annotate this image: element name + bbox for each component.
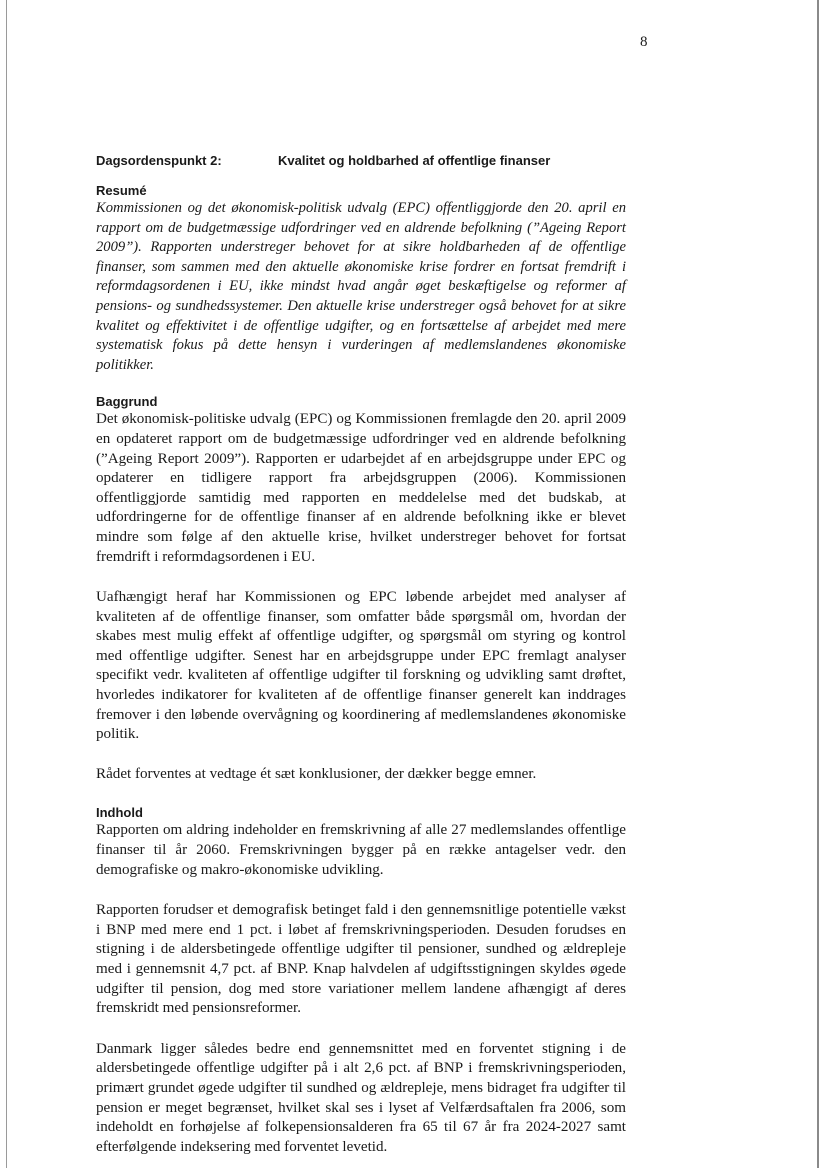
resume-heading: Resumé xyxy=(96,183,147,198)
agenda-label: Dagsordenspunkt 2: xyxy=(96,153,222,168)
baggrund-paragraph: Uafhængigt heraf har Kommissionen og EPC løbende arbejdet med analyser af kvaliteten af de offentlige finanser, som omfatter både spørgsmål om, hvordan der skabes mest mulig effekt af offentlige udgifter, og spørgsmål om styring og kontrol med offentlige udgifter. Senest har en arbejdsgruppe under EPC fremlagt analyser specifikt vedr. kvaliteten af offentlige udgifter til forskning og udvikling samt drøftet, hvorledes indikatorer for kvaliteten af de offentlige finanser generelt kan inddrages fremover i den løbende overvågning og koordinering af medlemslandenes økonomiske politik. xyxy=(96,589,626,743)
baggrund-heading: Baggrund xyxy=(96,394,158,410)
agenda-title: Kvalitet og holdbarhed af offentlige finanser xyxy=(278,153,551,168)
baggrund-paragraph: Det økonomisk-politiske udvalg (EPC) og Kommissionen fremlagde den 20. april 2009 en opdateret rapport om de budgetmæssige udfordringer ved en aldrende befolkning (”Ageing Report 2009”). Rapporten er udarbejdet af en arbejdsgruppe under EPC og opdaterer en tidligere rapport fra arbejdsgruppen (2006). Kommissionen offentliggjorde samtidig med rapporten en meddelelse med det budskab, at udfordringerne for de offentlige finanser af en aldrende befolkning ikke er blevet mindre som følge af den aktuelle krise, hvilket understreger behovet for fortsat fremdrift i reformdagsordenen i EU. xyxy=(96,411,626,565)
indhold-paragraph: Danmark ligger således bedre end gennemsnittet med en forventet stigning i de aldersbetingede offentlige udgifter på i alt 2,6 pct. af BNP i fremskrivningsperioden, primært grundet øgede udgifter til sundhed og ældrepleje, mens bidraget fra udgifter til pension er meget begrænset, hvilket skal ses i lyset af Velfærdsaftalen fra 2006, som indeholdt en forhøjelse af folkepensionsalderen fra 65 til 67 år fra 2024-2027 samt efterfølgende indeksering med forventet levetid. xyxy=(96,1040,626,1155)
document-body xyxy=(96,182,626,1157)
resume-text: Kommissionen og det økonomisk-politisk udvalg (EPC) offentliggjorde den 20. april en rapport om de budgetmæssige udfordringer ved en aldrende befolkning (”Ageing Report 2009”). Rapporten understreger behovet for at sikre holdbarheden af de offentlige finanser, som sammen med den aktuelle økonomiske krise fordrer en fortsat fremdrift i reformdagsordenen i EU, ikke mindst hvad angår øget beskæftigelse og reformer af pensions- og sundhedssystemer. Den aktuelle krise understreger også behovet for at sikre kvalitet og effektivitet i de offentlige udgifter, og en fortsættelse af arbejdet med mere systematisk fokus på dette hensyn i vurderingen af medlemslandenes økonomiske politikker. xyxy=(96,200,626,373)
indhold-heading: Indhold xyxy=(96,805,143,821)
baggrund-paragraph: Rådet forventes at vedtage ét sæt konklusioner, der dækker begge emner. xyxy=(96,765,537,782)
indhold-paragraph: Rapporten forudser et demografisk betinget fald i den gennemsnitlige potentielle vækst i BNP med mere end 1 pct. i løbet af fremskrivningsperioden. Desuden forudses en stigning i de aldersbetingede offentlige udgifter til pensioner, sundhed og ældrepleje med i gennemsnit 4,7 pct. af BNP. Knap halvdelen af udgiftsstigningen skyldes øgede udgifter til pension, dog med store variationer mellem landene afhængigt af deres fremskridt med pensionsreformer. xyxy=(96,902,626,1017)
page-number: 8 xyxy=(640,34,648,50)
scan-edge-right xyxy=(817,0,819,1168)
scan-edge-left xyxy=(6,0,7,1168)
indhold-paragraph: Rapporten om aldring indeholder en fremskrivning af alle 27 medlemslandes offentlige finanser til år 2060. Fremskrivningen bygger på en række antagelser vedr. den demografiske og makro-økonomiske udvikling. xyxy=(96,822,626,878)
